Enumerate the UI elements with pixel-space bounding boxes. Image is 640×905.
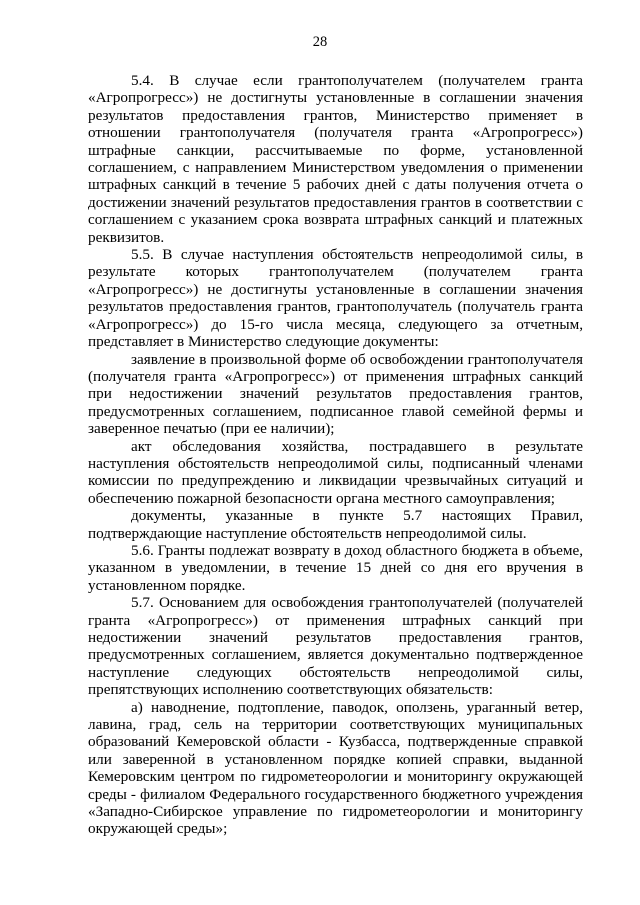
paragraph-documents: документы, указанные в пункте 5.7 настоящих Правил, подтверждающие наступление обстоятельств непреодолимой силы.: [88, 507, 583, 542]
page-number: 28: [312, 34, 328, 50]
paragraph-application: заявление в произвольной форме об освобождении грантополучателя (получателя гранта «Агропрогресс») от применения штрафных санкций при недостижении значений результатов предоставления грантов, предусмотренных соглашением, подписанное главой семейной фермы и заверенное печатью (при ее наличии);: [88, 350, 583, 438]
paragraph-5-6: 5.6. Гранты подлежат возврату в доход областного бюджета в объеме, указанном в уведомлении, в течение 15 дней со дня его вручения в установленном порядке.: [88, 541, 583, 594]
paragraph-5-7: 5.7. Основанием для освобождения грантополучателей (получателей гранта «Агропрогресс») от применения штрафных санкций при недостижении значений результатов предоставления грантов, предусмотренных соглашением, является документально подтвержденное наступление следующих обстоятельств непреодолимой силы, препятствующих исполнению соответствующих обязательств:: [88, 594, 583, 699]
paragraph-5-7-a: а) наводнение, подтопление, паводок, оползень, ураганный ветер, лавина, град, сель на территории соответствующих муниципальных образований Кемеровской области - Кузбасса, подтвержденные справкой или заверенной в установленном порядке копией справки, выданной Кемеровским центром по гидрометеорологии и мониторингу окружающей среды - филиалом Федерального государственного бюджетного учреждения «Западно-Сибирское управление по гидрометеорологии и мониторингу окружающей среды»;: [88, 698, 583, 838]
paragraph-5-5: 5.5. В случае наступления обстоятельств непреодолимой силы, в результате которых грантополучателем (получателем гранта «Агропрогресс») не достигнуты установленные в соглашении значения результатов предоставления грантов, грантополучатель (получатель гранта «Агропрогресс») до 15-го числа месяца, следующего за отчетным, представляет в Министерство следующие документы:: [88, 246, 583, 351]
paragraph-inspection-act: акт обследования хозяйства, пострадавшего в результате наступления обстоятельств непреодолимой силы, подписанный членами комиссии по предупреждению и ликвидации чрезвычайных ситуаций и обеспечению пожарной безопасности органа местного самоуправления;: [88, 437, 583, 507]
document-body: [88, 72, 583, 838]
paragraph-5-4: 5.4. В случае если грантополучателем (получателем гранта «Агропрогресс») не достигнуты установленные в соглашении значения результатов предоставления грантов, Министерство применяет в отношении грантополучателя (получателя гранта «Агропрогресс») штрафные санкции, рассчитываемые по форме, установленной соглашением, с направлением Министерством уведомления о применении штрафных санкций в течение 5 рабочих дней с даты получения отчета о достижении значений результатов предоставления грантов в соответствии с соглашением с указанием срока возврата штрафных санкций и платежных реквизитов.: [88, 72, 583, 246]
